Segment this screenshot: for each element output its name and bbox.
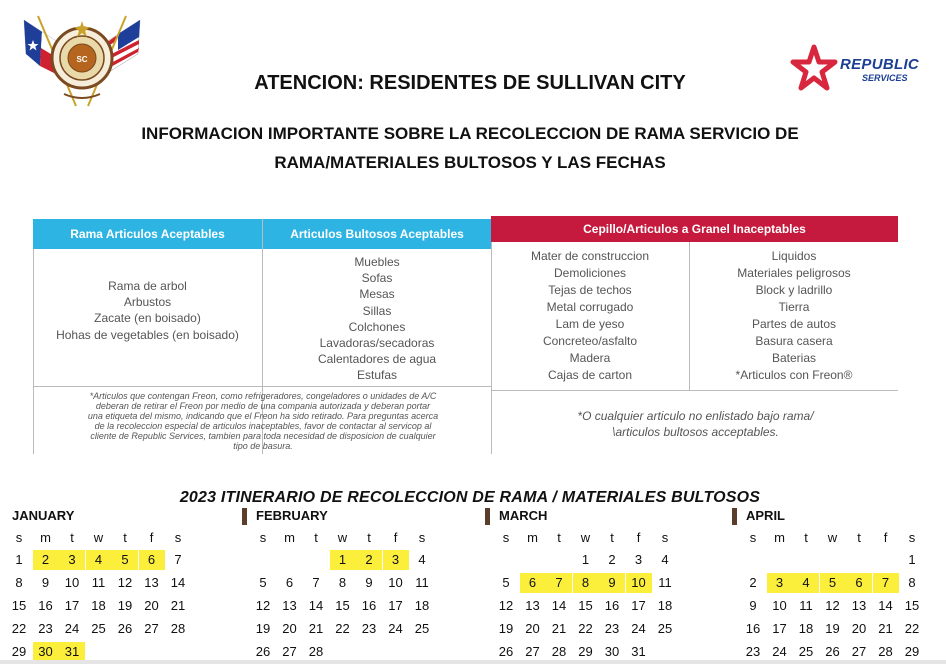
- calendar-day: 23: [361, 621, 377, 636]
- weekday-label: t: [610, 530, 614, 545]
- calendar-day: 20: [144, 598, 159, 613]
- calendar-day: 14: [878, 598, 893, 613]
- weekday-label: s: [418, 530, 426, 545]
- list-item: Zacate (en boisado): [94, 311, 201, 326]
- note-line: de la recoleccion especial de articulos inaceptables, favor de contactar al servicop al: [94, 421, 432, 431]
- calendar-day: 23: [745, 644, 761, 659]
- calendar-day: 4: [418, 552, 426, 567]
- calendar-day: 21: [170, 598, 186, 613]
- calendar-day: 15: [11, 598, 27, 613]
- header-inaceptables: Cepillo/Articulos a Granel Inaceptables: [491, 216, 898, 242]
- weekday-label: t: [123, 530, 127, 545]
- weekday-label: f: [883, 530, 888, 545]
- weekday-label: m: [527, 530, 538, 545]
- weekday-label: w: [93, 530, 104, 545]
- collection-day: 4: [86, 550, 112, 570]
- calendar-day: 3: [634, 552, 643, 567]
- svg-text:SC: SC: [76, 55, 88, 64]
- logo-word-republic: REPUBLIC: [840, 56, 920, 73]
- calendar-day: 10: [388, 575, 403, 590]
- collection-day: 6: [520, 573, 546, 593]
- weekday-label: w: [337, 530, 348, 545]
- weekday-label: s: [15, 530, 23, 545]
- list-item: Materiales peligrosos: [737, 266, 851, 280]
- month-name: JANUARY: [12, 508, 75, 523]
- list-item: Mater de construccion: [530, 249, 650, 263]
- header-rama-aceptables: Rama Articulos Aceptables: [33, 219, 262, 249]
- calendar-day: 15: [578, 598, 593, 613]
- month-name: FEBRUARY: [256, 508, 328, 523]
- calendar-day: 24: [388, 621, 403, 636]
- note-line: deberan de retirar el Freon por medio de una compania autorizada y deberan portar: [95, 401, 431, 411]
- calendar-day: 2: [749, 575, 757, 590]
- calendar-day: 16: [604, 598, 620, 613]
- calendar-day: 26: [498, 644, 514, 659]
- calendar-day: 11: [799, 598, 813, 613]
- list-item: Concreteo/asfalto: [542, 334, 638, 348]
- weekday-label: s: [661, 530, 669, 545]
- calendar-day: 20: [851, 621, 867, 636]
- calendar-day: 26: [117, 621, 133, 636]
- calendar-day: 20: [282, 621, 297, 636]
- list-item: Liquidos: [771, 249, 817, 263]
- calendar-day: 25: [414, 621, 430, 636]
- subtitle-line-2: RAMA/MATERIALES BULTOSOS Y LAS FECHAS: [274, 153, 666, 172]
- weekday-label: f: [393, 530, 398, 545]
- weekday-label: m: [40, 530, 51, 545]
- list-item: Metal corrugado: [546, 300, 634, 314]
- calendar-day: 29: [904, 644, 920, 659]
- weekday-label: t: [804, 530, 808, 545]
- note-line: una etiqueta del mismo, indicando que el Freon ha sido retirado. Para preguntas acerca: [87, 411, 439, 421]
- calendar-day: 28: [551, 644, 567, 659]
- calendar-day: 28: [878, 644, 893, 659]
- list-item: Basura casera: [755, 334, 833, 348]
- calendar-day: 16: [745, 621, 761, 636]
- list-item: Sofas: [361, 271, 393, 286]
- bultosos-list: [263, 254, 491, 384]
- calendar-day: 16: [38, 598, 53, 613]
- weekday-label: s: [259, 530, 267, 545]
- list-item: Muebles: [354, 255, 400, 269]
- calendar-day: 17: [64, 598, 80, 613]
- calendar-day: 28: [170, 621, 186, 636]
- calendar-day: 8: [15, 575, 23, 590]
- note-line: *Articulos que contengan Freon, como refrigeradores, congeladores o unidades de A/C: [89, 391, 437, 401]
- list-item: Colchones: [348, 319, 406, 334]
- calendar-day: 15: [335, 598, 350, 613]
- freon-note: [37, 391, 489, 451]
- calendar-day: 12: [255, 598, 271, 613]
- weekday-label: w: [580, 530, 591, 545]
- calendar-day: 4: [661, 552, 669, 567]
- subtitle-line-1: INFORMACION IMPORTANTE SOBRE LA RECOLECCION DE RAMA SERVICIO DE: [141, 124, 799, 143]
- list-item: Lam de yeso: [555, 317, 625, 331]
- note-line: *O cualquier articulo no enlistado bajo rama/: [577, 409, 814, 423]
- calendar-day: 31: [631, 644, 646, 659]
- weekday-label: f: [636, 530, 641, 545]
- calendar-day: 17: [631, 598, 646, 613]
- calendar-day: 23: [38, 621, 53, 636]
- calendar-day: 17: [388, 598, 403, 613]
- inaceptables-list-b: [690, 248, 898, 384]
- calendar-day: 7: [312, 575, 320, 590]
- calendar-day: 25: [91, 621, 106, 636]
- calendar-day: 22: [904, 621, 920, 636]
- list-item: Rama de arbol: [108, 279, 187, 293]
- weekday-label: s: [502, 530, 510, 545]
- calendar-day: 1: [15, 552, 23, 567]
- calendar-day: 11: [658, 575, 672, 590]
- calendar-day: 23: [604, 621, 620, 636]
- calendar-day: 13: [144, 575, 159, 590]
- collection-day: 10: [626, 573, 652, 593]
- collection-day: 2: [33, 550, 59, 570]
- logo-word-services: SERVICES: [862, 73, 908, 83]
- weekday-label: s: [174, 530, 182, 545]
- calendar-day: 25: [657, 621, 673, 636]
- list-item: Arbustos: [123, 295, 172, 310]
- calendar-day: 15: [904, 598, 920, 613]
- calendar-day: 24: [64, 621, 80, 636]
- collection-day: 4: [793, 573, 819, 593]
- weekday-label: t: [70, 530, 74, 545]
- weekday-label: w: [827, 530, 838, 545]
- list-item: Block y ladrillo: [755, 283, 833, 297]
- collection-day: 3: [767, 573, 793, 593]
- calendar-day: 22: [335, 621, 350, 636]
- calendar-day: 17: [772, 621, 787, 636]
- calendar-day: 19: [825, 621, 840, 636]
- calendar-day: 12: [498, 598, 514, 613]
- city-seal-logo: [18, 10, 146, 114]
- inaceptables-list-a: [492, 248, 688, 384]
- month-marker: [732, 508, 737, 525]
- calendar-day: 21: [878, 621, 893, 636]
- list-item: Demoliciones: [553, 266, 627, 280]
- calendar-day: 21: [308, 621, 324, 636]
- calendar-day: 13: [851, 598, 867, 613]
- month-marker: [242, 508, 247, 525]
- collection-day: 3: [59, 550, 85, 570]
- calendar-day: 5: [502, 575, 510, 590]
- calendar-day: 26: [255, 644, 271, 659]
- calendar-day: 9: [365, 575, 373, 590]
- note-line: cliente de Republic Services, tambien para toda necesidad de disposicion de cualquier: [90, 431, 436, 441]
- other-items-note: [493, 408, 898, 440]
- bottom-rule: [0, 660, 946, 664]
- calendar-day: 22: [578, 621, 593, 636]
- calendar-day: 29: [578, 644, 593, 659]
- calendar-day: 25: [798, 644, 814, 659]
- collection-day: 8: [573, 573, 599, 593]
- calendar-day: 14: [170, 575, 186, 590]
- collection-day: 7: [873, 573, 899, 593]
- collection-day: 31: [59, 642, 85, 662]
- weekday-label: t: [314, 530, 318, 545]
- list-item: Calentadores de agua: [317, 352, 437, 367]
- calendar-day: 14: [551, 598, 567, 613]
- calendar-day: 27: [851, 644, 867, 659]
- collection-day: 2: [356, 550, 382, 570]
- page-title: ATENCION: RESIDENTES DE SULLIVAN CITY: [254, 72, 686, 94]
- weekday-label: t: [557, 530, 561, 545]
- weekday-label: s: [908, 530, 916, 545]
- weekday-label: m: [774, 530, 785, 545]
- divider: [33, 386, 491, 387]
- calendar-day: 5: [259, 575, 267, 590]
- calendar-day: 18: [414, 598, 430, 613]
- collection-day: 5: [112, 550, 138, 570]
- weekday-label: t: [857, 530, 861, 545]
- list-item: Tejas de techos: [548, 283, 632, 297]
- calendar-day: 26: [825, 644, 840, 659]
- list-item: Sillas: [362, 303, 392, 318]
- collection-day: 6: [139, 550, 165, 570]
- calendar-day: 20: [525, 621, 540, 636]
- calendar-day: 10: [64, 575, 80, 590]
- calendar-day: 30: [604, 644, 620, 659]
- weekday-label: m: [284, 530, 295, 545]
- header-bultosos-aceptables: Articulos Bultosos Aceptables: [263, 219, 491, 249]
- calendar-day: 11: [415, 575, 429, 590]
- list-item: Estufas: [356, 368, 398, 383]
- calendar-day: 12: [117, 575, 133, 590]
- calendar-day: 10: [772, 598, 787, 613]
- collection-day: 5: [820, 573, 846, 593]
- list-item: Baterias: [771, 351, 817, 365]
- collection-day: 3: [383, 550, 409, 570]
- month-name: MARCH: [499, 508, 548, 523]
- calendar-day: 19: [498, 621, 514, 636]
- weekday-label: s: [749, 530, 757, 545]
- calendar-day: 13: [525, 598, 540, 613]
- rama-list: [33, 278, 262, 343]
- month-marker: [485, 508, 490, 525]
- calendar-day: 27: [525, 644, 540, 659]
- calendar-day: 21: [551, 621, 567, 636]
- note-line: \articulos bultosos acceptables.: [612, 425, 779, 439]
- calendar-day: 11: [91, 575, 106, 590]
- calendar-day: 2: [608, 552, 616, 567]
- calendar-day: 7: [174, 552, 182, 567]
- list-item: Mesas: [359, 287, 395, 302]
- calendar-day: 1: [581, 552, 590, 567]
- calendar-day: 18: [91, 598, 106, 613]
- calendar-day: 28: [308, 644, 324, 659]
- list-item: *Articulos con Freon®: [735, 368, 853, 382]
- note-line: tipo de basura.: [233, 441, 293, 451]
- collection-day: 30: [33, 642, 59, 662]
- calendar-day: 27: [144, 621, 159, 636]
- calendar-day: 18: [657, 598, 673, 613]
- list-item: Madera: [569, 351, 611, 365]
- list-item: Partes de autos: [751, 317, 837, 331]
- items-table: [33, 216, 898, 454]
- page-subtitle: [0, 119, 940, 177]
- list-item: Hohas de vegetables (en boisado): [56, 327, 239, 342]
- weekday-label: t: [367, 530, 371, 545]
- collection-day: 9: [599, 573, 625, 593]
- calendar-day: 14: [308, 598, 324, 613]
- month-name: APRIL: [746, 508, 785, 523]
- weekday-label: f: [149, 530, 154, 545]
- calendar-day: 18: [798, 621, 814, 636]
- calendar-title: 2023 ITINERARIO DE RECOLECCION DE RAMA / MATERIALES BULTOSOS: [179, 489, 761, 506]
- list-item: Lavadoras/secadoras: [319, 336, 435, 351]
- calendar-day: 13: [282, 598, 297, 613]
- calendar-day: 12: [825, 598, 840, 613]
- divider: [491, 390, 898, 391]
- calendar-day: 19: [117, 598, 133, 613]
- calendar-day: 24: [772, 644, 787, 659]
- calendar-day: 27: [282, 644, 297, 659]
- calendar-day: 1: [908, 552, 916, 567]
- calendar-day: 9: [41, 575, 50, 590]
- collection-day: 6: [846, 573, 872, 593]
- calendar-day: 8: [908, 575, 916, 590]
- calendar-day: 24: [631, 621, 646, 636]
- list-item: Cajas de carton: [547, 368, 633, 382]
- calendar-day: 19: [255, 621, 271, 636]
- calendar-day: 9: [749, 598, 757, 613]
- list-item: Tierra: [778, 300, 810, 314]
- calendar-day: 29: [11, 644, 27, 659]
- collection-day: 1: [330, 550, 356, 570]
- calendar-day: 6: [285, 575, 294, 590]
- calendar-day: 8: [338, 575, 347, 590]
- collection-day: 7: [546, 573, 572, 593]
- calendar-day: 22: [11, 621, 27, 636]
- calendar-day: 16: [361, 598, 377, 613]
